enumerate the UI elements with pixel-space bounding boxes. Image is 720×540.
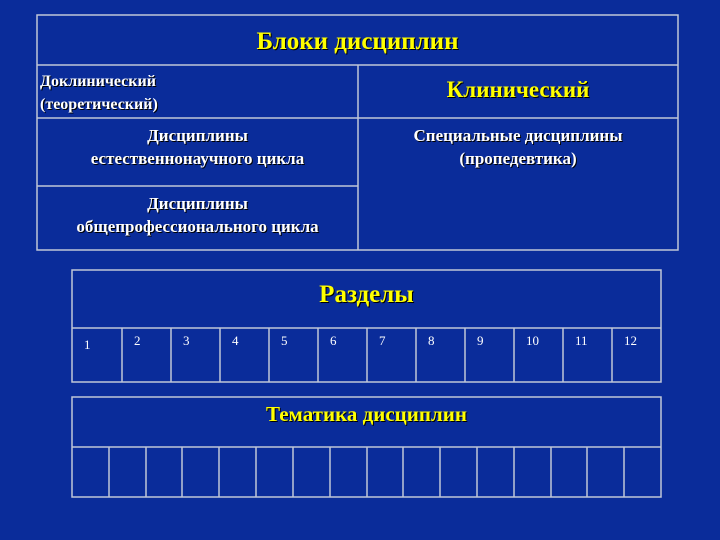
section-number-2: 2: [134, 333, 141, 348]
section-number-11: 11: [575, 333, 588, 348]
section-number-12: 12: [624, 333, 637, 348]
section-number-5: 5: [281, 333, 288, 348]
general-professional-line2: общепрофессионального цикла: [76, 217, 319, 236]
clinical-label: Клинический: [446, 77, 590, 102]
preclinical-label-line1: Доклинический: [40, 73, 156, 90]
section-number-7: 7: [379, 333, 386, 348]
natural-science-line2: естественнонаучного цикла: [90, 149, 305, 168]
general-professional-line1: Дисциплины: [147, 194, 248, 213]
topics-title: Тематика дисциплин: [266, 402, 467, 426]
natural-science-line1: Дисциплины: [147, 126, 248, 145]
section-number-6: 6: [330, 333, 337, 348]
section-number-3: 3: [183, 333, 190, 348]
section-number-10: 10: [526, 333, 539, 348]
preclinical-label-line2: (теоретический): [40, 96, 158, 113]
special-disciplines-line1: Специальные дисциплины: [413, 126, 623, 145]
sections-title: Разделы: [319, 281, 414, 308]
special-disciplines-line2: (пропедевтика): [459, 149, 577, 168]
section-number-4: 4: [232, 333, 239, 348]
section-number-1: 1: [84, 337, 91, 352]
section-number-9: 9: [477, 333, 484, 348]
topics-cell-dividers: [109, 447, 624, 497]
blocks-title: Блоки дисциплин: [256, 28, 459, 55]
section-number-8: 8: [428, 333, 435, 348]
